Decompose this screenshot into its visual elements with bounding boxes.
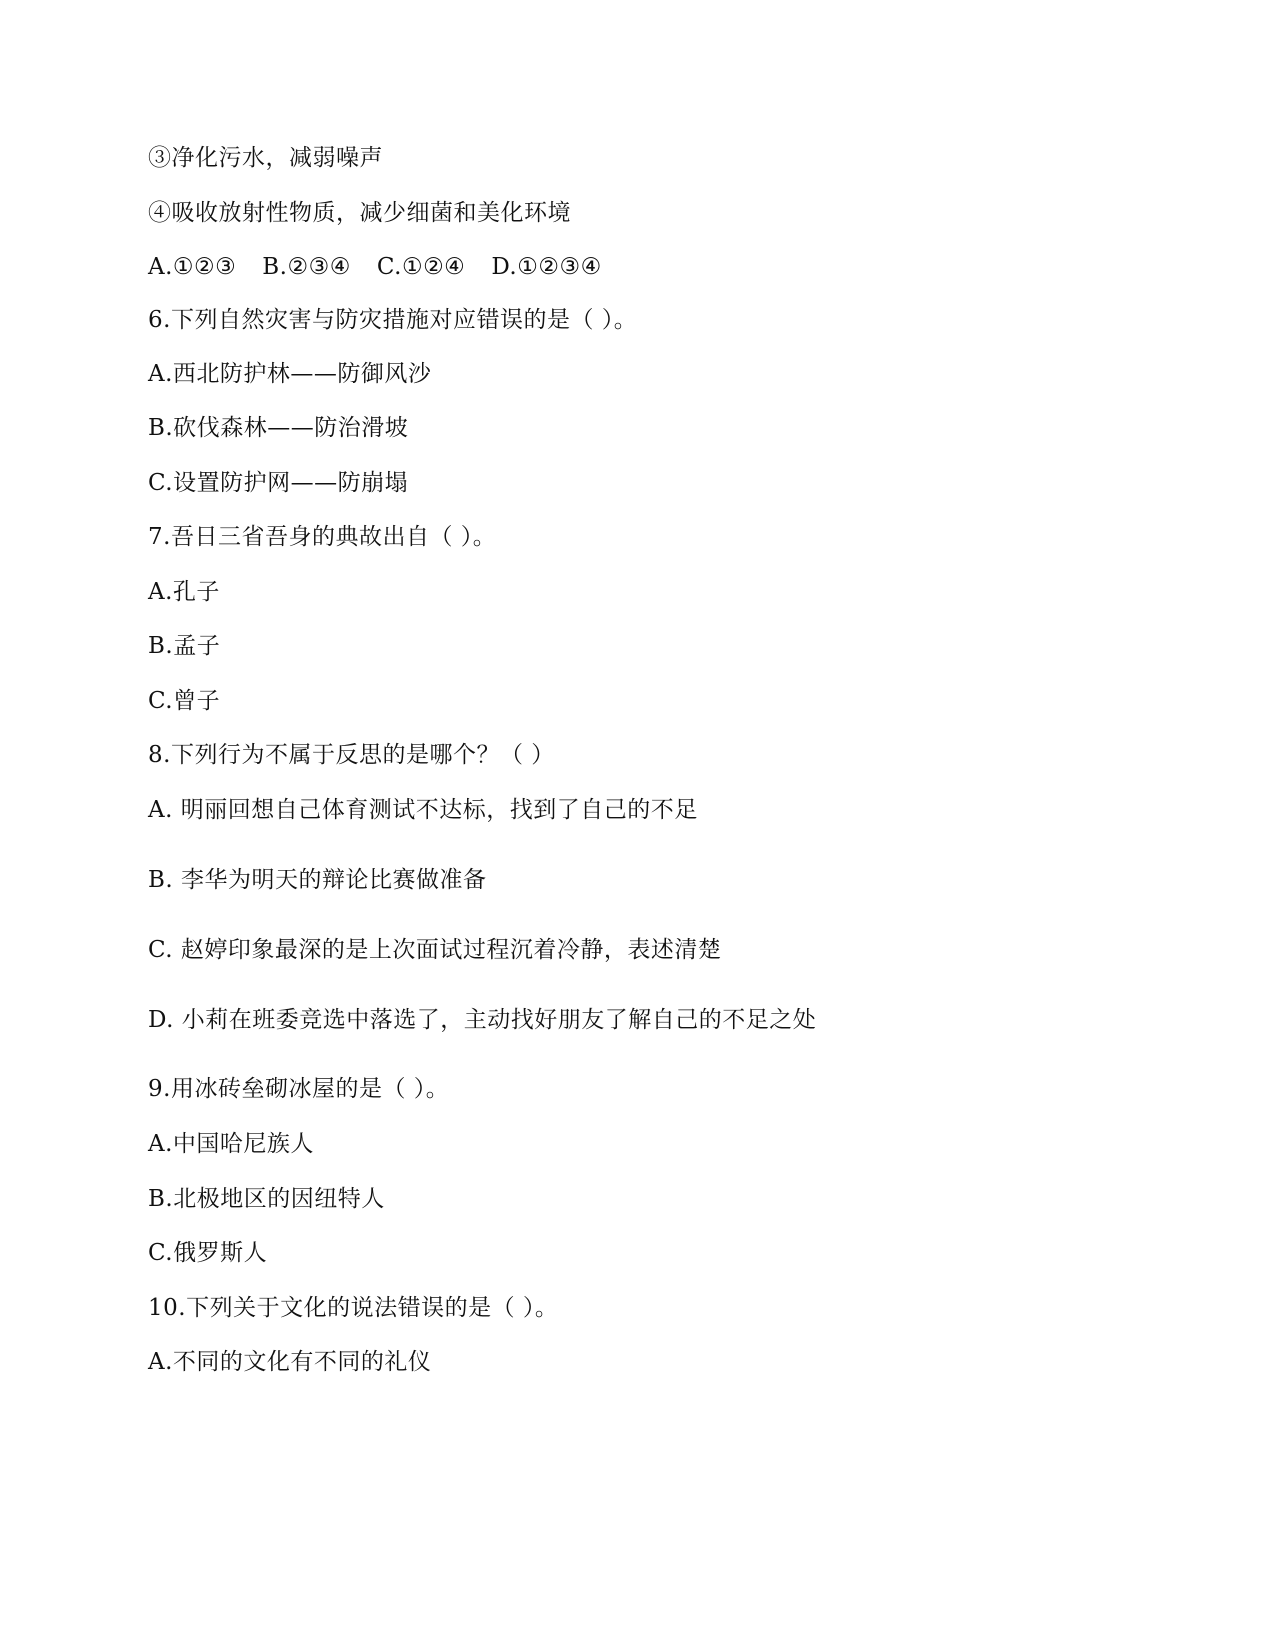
q10-question: 10.下列关于文化的说法错误的是（ ）。: [148, 1295, 559, 1321]
q9-option-c: C.俄罗斯人: [148, 1240, 268, 1266]
q5-statement-4: ④吸收放射性物质，减少细菌和美化环境: [148, 200, 571, 226]
q5-choices: [148, 252, 602, 282]
q5-option-a: A.①②③: [148, 254, 237, 280]
q9-option-b: B.北极地区的因纽特人: [148, 1186, 385, 1212]
q7-option-b: B.孟子: [148, 633, 221, 659]
q10-option-a: A.不同的文化有不同的礼仪: [148, 1349, 432, 1375]
q7-option-a: A.孔子: [148, 579, 220, 605]
q5-option-b: B.②③④: [262, 254, 351, 280]
q6-option-b: B.砍伐森林——防治滑坡: [148, 415, 409, 441]
q6-option-a: A.西北防护林——防御风沙: [148, 361, 432, 387]
q5-option-c: C.①②④: [376, 254, 466, 280]
q8-option-d: D. 小莉在班委竞选中落选了，主动找好朋友了解自己的不足之处: [148, 1007, 817, 1033]
q8-option-b: B. 李华为明天的辩论比赛做准备: [148, 867, 487, 893]
q5-option-d: D.①②③④: [491, 254, 602, 280]
q6-question: 6.下列自然灾害与防灾措施对应错误的是（ ）。: [148, 307, 638, 333]
q6-option-c: C.设置防护网——防崩塌: [148, 470, 409, 496]
q9-question: 9.用冰砖垒砌冰屋的是（ ）。: [148, 1076, 450, 1102]
q8-option-a: A. 明丽回想自己体育测试不达标，找到了自己的不足: [148, 797, 698, 823]
q5-statement-3: ③净化污水，减弱噪声: [148, 145, 383, 171]
q7-option-c: C.曾子: [148, 688, 221, 714]
q8-option-c: C. 赵婷印象最深的是上次面试过程沉着冷静，表述清楚: [148, 937, 722, 963]
q9-option-a: A.中国哈尼族人: [148, 1131, 314, 1157]
q7-question: 7.吾日三省吾身的典故出自（ ）。: [148, 524, 497, 550]
q8-question: 8.下列行为不属于反思的是哪个？（ ）: [148, 742, 555, 768]
